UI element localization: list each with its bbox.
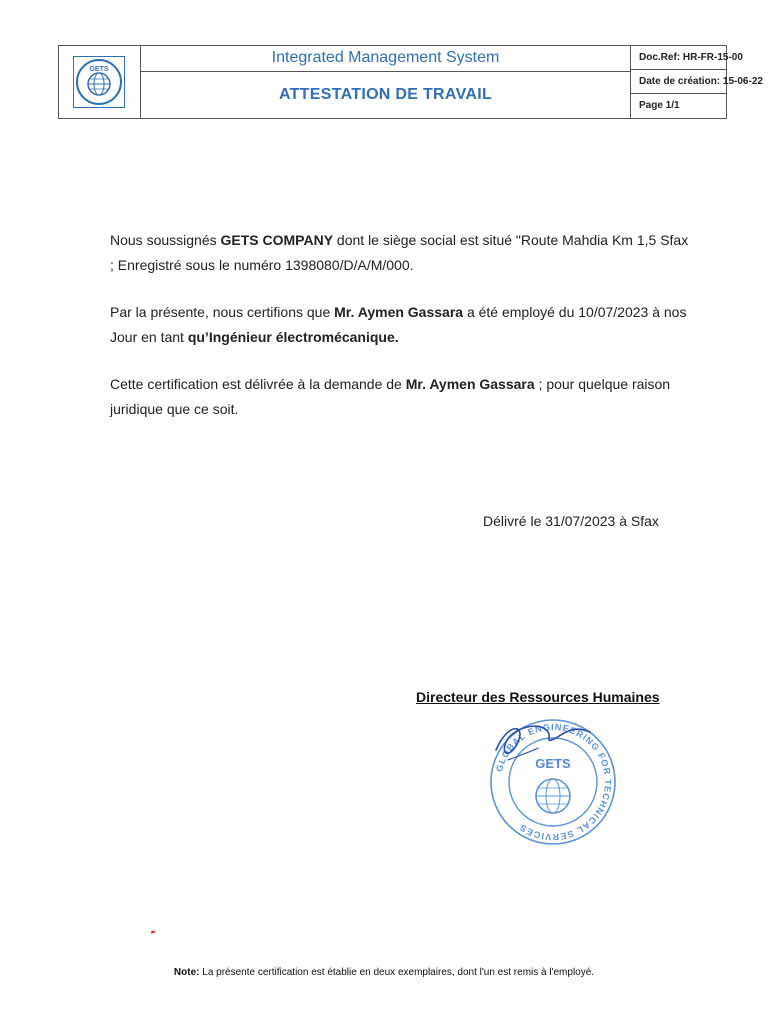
globe-logo-icon [73, 56, 125, 108]
document-title: ATTESTATION DE TRAVAIL [278, 86, 493, 103]
company-name: GETS COMPANY [220, 232, 334, 248]
svg-text:GETS: GETS [89, 66, 109, 73]
text-segment: Nous soussignés [110, 232, 221, 248]
note-text: La présente certification est établie en deux exemplaires, dont l'un est remis à l'employé. [199, 967, 595, 978]
header-meta [631, 46, 763, 118]
page-number: Page 1/1 [639, 100, 680, 111]
footer-note [0, 967, 768, 978]
doc-ref: Doc.Ref: HR-FR-15-00 [631, 46, 726, 70]
paragraph-request [110, 372, 690, 422]
system-title: Integrated Management System [141, 46, 630, 72]
creation-date: Date de création: 15-06-22 [631, 70, 726, 94]
attestation-body [110, 228, 690, 444]
employee-role: qu’Ingénieur électromécanique. [187, 329, 399, 345]
red-pen-mark [151, 930, 155, 933]
paragraph-certification [110, 300, 690, 350]
text-segment: ; pour quelque raison juridique que ce soit. [110, 376, 671, 417]
stamp-globe-icon [536, 779, 570, 813]
text-segment: Par la présente, nous certifions que [110, 304, 335, 320]
header-title-block [141, 46, 631, 118]
employee-name: Mr. Aymen Gassara [405, 376, 535, 392]
text-segment: dont le siège social est situé "Route Mahdia Km 1,5 Sfax ; Enregistré sous le numéro 1398080/D/A/M/000. [110, 232, 689, 273]
document-header [58, 45, 763, 119]
note-label: Note: [173, 967, 200, 978]
signer-title: Directeur des Ressources Humaines [416, 689, 660, 705]
text-segment: Cette certification est délivrée à la demande de [110, 376, 406, 392]
svg-text:GETS: GETS [535, 756, 571, 771]
company-stamp [478, 712, 628, 852]
paragraph-company [110, 228, 690, 278]
company-logo [59, 46, 141, 118]
svg-text:GLOBAL ENGINEERING FOR TECHNIC: GLOBAL ENGINEERING FOR TECHNICAL SERVICES [494, 721, 614, 843]
delivery-date-place: Délivré le 31/07/2023 à Sfax [483, 513, 659, 529]
employee-name: Mr. Aymen Gassara [334, 304, 464, 320]
text-segment: a été employé du 10/07/2023 à nos Jour en tant [110, 304, 687, 345]
